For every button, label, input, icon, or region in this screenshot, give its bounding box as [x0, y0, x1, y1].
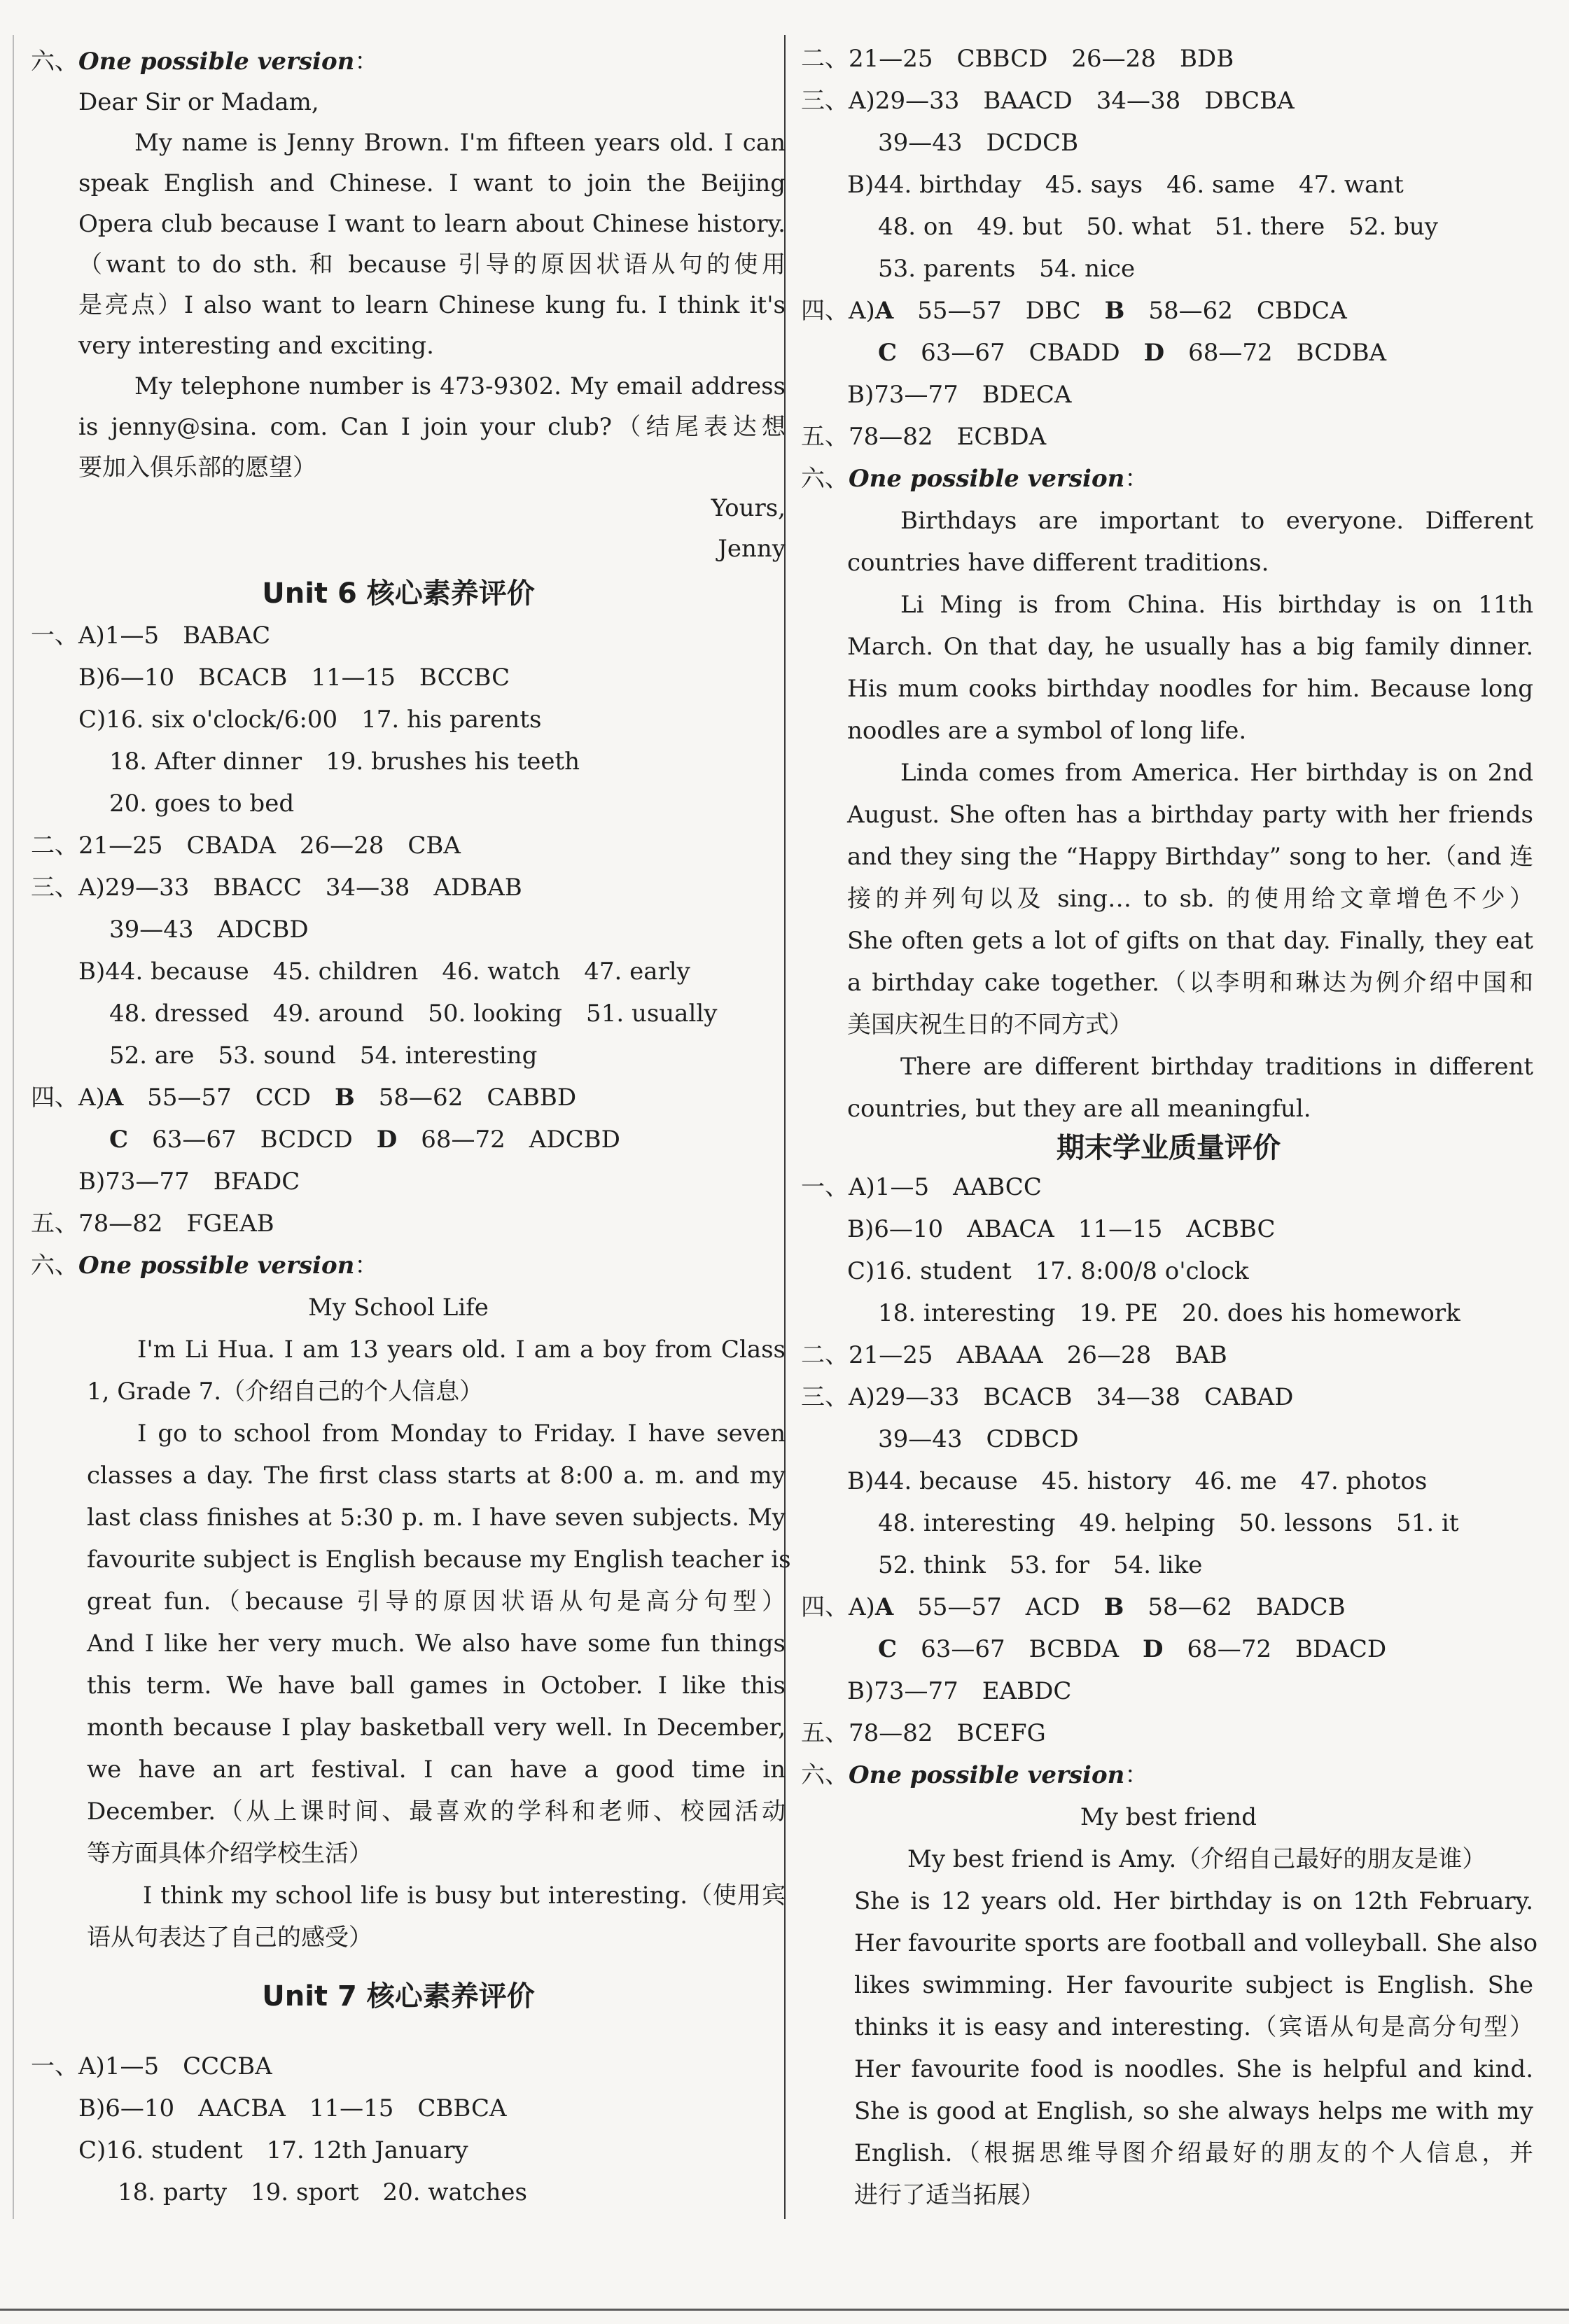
part-label: B [1103, 1593, 1124, 1621]
essay-line: Her favourite food is noodles. She is helpful and kind. [854, 2055, 1533, 2083]
line-prefix: 四、A) [801, 1593, 875, 1621]
part-label: B [335, 1084, 355, 1112]
letter-line: Opera club because I want to learn about Chinese history. [78, 210, 786, 238]
answer-text: 68—72 BCDBA [1188, 339, 1387, 367]
answer-line: 39—43 DCDCB [878, 129, 1079, 157]
essay-line: noodles are a symbol of long life. [847, 717, 1247, 745]
letter-line: speak English and Chinese. I want to join the Beijing [78, 169, 786, 197]
answer-line: 二、21—25 CBBCD 26—28 BDB [801, 45, 1234, 73]
essay-line: favourite subject is English because my English teacher is [87, 1546, 791, 1574]
essay-title: My best friend [1080, 1803, 1257, 1831]
essay-line: a birthday cake together.（以李明和琳达为例介绍中国和 [847, 969, 1533, 997]
answer-line: 48. on 49. but 50. what 51. there 52. buy [878, 213, 1438, 241]
answer-line: 一、A)1—5 AABCC [801, 1173, 1042, 1201]
essay-line: December.（从上课时间、最喜欢的学科和老师、校园活动 [87, 1798, 786, 1826]
essay-line: Birthdays are important to everyone. Different [900, 507, 1533, 535]
answer-line: B)44. because 45. history 46. me 47. photos [847, 1467, 1428, 1495]
essay-line: classes a day. The first class starts at 8:00 a. m. and my [87, 1462, 786, 1490]
essay-line: I go to school from Monday to Friday. I have seven [137, 1420, 786, 1448]
letter-line: is jenny@sina. com. Can I join your club?（结尾表达想 [78, 413, 786, 441]
answer-text: 55—57 CCD [147, 1084, 335, 1112]
answer-text: 58—62 CABBD [378, 1084, 577, 1112]
answer-line: C)16. student 17. 12th January [78, 2136, 468, 2164]
answer-line: 二、21—25 CBADA 26—28 CBA [31, 832, 461, 860]
answer-line: C)16. six o'clock/6:00 17. his parents [78, 706, 542, 734]
essay-line: we have an art festival. I can have a good time in [87, 1756, 786, 1784]
answer-line: B)73—77 BDECA [847, 381, 1072, 409]
essay-line: this term. We have ball games in October. I like this [87, 1672, 786, 1700]
essay-line: likes swimming. Her favourite subject is English. She [854, 1971, 1533, 1999]
essay-line: and they sing the “Happy Birthday” song to her.（and 连 [847, 843, 1533, 871]
section-6-heading [31, 45, 378, 78]
answer-text: 58—62 CBDCA [1148, 297, 1347, 325]
answer-text: 55—57 ACD [917, 1593, 1104, 1621]
answer-line: B)73—77 BFADC [78, 1168, 300, 1196]
answer-text: 63—67 BCDCD [152, 1126, 377, 1154]
answer-line: B)6—10 BCACB 11—15 BCCBC [78, 664, 510, 692]
part-label: B [1104, 297, 1125, 325]
essay-line: 语从句表达了自己的感受） [87, 1924, 372, 1952]
answer-line: B)73—77 EABDC [847, 1677, 1072, 1705]
section-colon: ： [354, 1252, 379, 1280]
part-label: D [1143, 339, 1165, 367]
section-6-heading [801, 1758, 1148, 1792]
answer-line: 三、A)29—33 BAACD 34—38 DBCBA [801, 87, 1295, 115]
answer-line: 五、78—82 FGEAB [31, 1210, 274, 1238]
answer-text: 63—67 BCBDA [921, 1635, 1143, 1663]
essay-line: countries have different traditions. [847, 549, 1269, 577]
answer-line: C)16. student 17. 8:00/8 o'clock [847, 1257, 1249, 1285]
essay-line: My best friend is Amy.（介绍自己最好的朋友是谁） [907, 1845, 1486, 1873]
section-label: One possible version [78, 48, 355, 76]
essay-line: Linda comes from America. Her birthday is on 2nd [900, 759, 1533, 787]
answer-line: 39—43 CDBCD [878, 1425, 1079, 1453]
essay-line: March. On that day, he usually has a big family dinner. [847, 633, 1533, 661]
essay-line: Her favourite sports are football and volleyball. She also [854, 1929, 1538, 1957]
letter-line: very interesting and exciting. [78, 332, 434, 360]
section-6-heading [801, 462, 1148, 496]
answer-line: 39—43 ADCBD [109, 916, 309, 944]
unit7-title: Unit 7 核心素养评价 [262, 1980, 535, 2012]
answer-line [801, 1590, 1346, 1624]
essay-line: She often gets a lot of gifts on that day. Finally, they eat [847, 927, 1533, 955]
answer-line: B)6—10 AACBA 11—15 CBBCA [78, 2094, 507, 2122]
essay-line: last class finishes at 5:30 p. m. I have seven subjects. My [87, 1504, 786, 1532]
answer-text: 68—72 ADCBD [421, 1126, 620, 1154]
section-label: One possible version [849, 465, 1125, 493]
left-margin-rule [13, 35, 14, 2219]
essay-line: countries, but they are all meaningful. [847, 1095, 1311, 1123]
letter-line: （want to do sth. 和 because 引导的原因状语从句的使用 [78, 251, 786, 279]
part-label: D [1143, 1635, 1164, 1663]
answer-line [878, 1632, 1386, 1666]
essay-line: English.（根据思维导图介绍最好的朋友的个人信息，并 [854, 2139, 1533, 2167]
answer-text: 58—62 BADCB [1148, 1593, 1346, 1621]
answer-line: 48. interesting 49. helping 50. lessons 51. it [878, 1509, 1459, 1537]
answer-line [109, 1123, 620, 1156]
answer-line: B)44. birthday 45. says 46. same 47. want [847, 171, 1404, 199]
answer-text: 63—67 CBADD [921, 339, 1144, 367]
answer-line: 18. party 19. sport 20. watches [118, 2178, 527, 2206]
essay-line: She is 12 years old. Her birthday is on 12th February. [854, 1887, 1533, 1915]
line-prefix: 四、A) [31, 1084, 105, 1112]
unit6-title: Unit 6 核心素养评价 [262, 578, 535, 610]
answer-line: 五、78—82 ECBDA [801, 423, 1047, 451]
section-label: One possible version [849, 1761, 1125, 1789]
section-6-heading [31, 1249, 378, 1282]
part-label: C [878, 1635, 898, 1663]
essay-line: 进行了适当拓展） [854, 2181, 1045, 2209]
answer-line: 48. dressed 49. around 50. looking 51. usually [109, 1000, 718, 1028]
essay-line: And I like her very much. We also have some fun things [87, 1630, 786, 1658]
part-label: C [878, 339, 898, 367]
answer-line: 20. goes to bed [109, 790, 295, 818]
answer-line [31, 1081, 576, 1114]
section-prefix: 六、 [31, 48, 78, 76]
letter-closing: Yours, [711, 494, 786, 522]
answer-line: 三、A)29—33 BBACC 34—38 ADBAB [31, 874, 522, 902]
bottom-rule [0, 2309, 1569, 2311]
essay-line: 1, Grade 7.（介绍自己的个人信息） [87, 1378, 484, 1406]
answer-line: 五、78—82 BCEFG [801, 1719, 1046, 1747]
part-label: D [376, 1126, 398, 1154]
letter-line: Dear Sir or Madam, [78, 88, 319, 116]
essay-line: I think my school life is busy but interesting.（使用宾 [143, 1882, 786, 1910]
answer-line: 18. interesting 19. PE 20. does his homework [878, 1299, 1460, 1327]
essay-line: I'm Li Hua. I am 13 years old. I am a boy from Class [137, 1336, 786, 1364]
answer-line: 一、A)1—5 BABAC [31, 622, 271, 650]
answer-line: 52. think 53. for 54. like [878, 1551, 1203, 1579]
essay-line: 美国庆祝生日的不同方式） [847, 1011, 1133, 1039]
essay-line: 接的并列句以及 sing… to sb. 的使用给文章增色不少） [847, 885, 1533, 913]
essay-line: thinks it is easy and interesting.（宾语从句是高分句型） [854, 2013, 1533, 2041]
answer-text: 68—72 BDACD [1187, 1635, 1387, 1663]
answer-line: 53. parents 54. nice [878, 255, 1136, 283]
answer-line: 52. are 53. sound 54. interesting [109, 1042, 538, 1070]
letter-line: 要加入俱乐部的愿望） [78, 454, 316, 482]
section-label: One possible version [78, 1252, 355, 1280]
section-colon: ： [1124, 1761, 1149, 1789]
answer-line: 二、21—25 ABAAA 26—28 BAB [801, 1341, 1227, 1369]
essay-line: August. She often has a birthday party with her friends [847, 801, 1533, 829]
section-prefix: 六、 [801, 1761, 849, 1789]
line-prefix: 四、A) [801, 297, 875, 325]
essay-line: 等方面具体介绍学校生活） [87, 1840, 372, 1868]
part-label: A [104, 1084, 124, 1112]
section-prefix: 六、 [801, 465, 849, 493]
answer-line [801, 294, 1347, 328]
answer-line: 一、A)1—5 CCCBA [31, 2052, 272, 2080]
final-exam-title: 期末学业质量评价 [1057, 1132, 1281, 1164]
section-colon: ： [354, 48, 379, 76]
essay-line: There are different birthday traditions in different [900, 1053, 1533, 1081]
answer-line: B)6—10 ABACA 11—15 ACBBC [847, 1215, 1276, 1243]
answer-line: 三、A)29—33 BCACB 34—38 CABAD [801, 1383, 1294, 1411]
letter-signature: Jenny [718, 535, 786, 563]
essay-line: Li Ming is from China. His birthday is on 11th [900, 591, 1533, 619]
part-label: A [874, 297, 894, 325]
letter-line: 是亮点）I also want to learn Chinese kung fu. I think it's [78, 291, 786, 319]
letter-line: My telephone number is 473-9302. My email address [134, 372, 786, 400]
answer-line: B)44. because 45. children 46. watch 47. early [78, 958, 690, 986]
essay-title: My School Life [308, 1294, 489, 1322]
section-colon: ： [1124, 465, 1149, 493]
answer-text: 55—57 DBC [917, 297, 1105, 325]
part-label: C [109, 1126, 129, 1154]
letter-line: My name is Jenny Brown. I'm fifteen years old. I can [134, 129, 786, 157]
section-prefix: 六、 [31, 1252, 78, 1280]
essay-line: great fun.（because 引导的原因状语从句是高分句型） [87, 1588, 786, 1616]
essay-line: She is good at English, so she always helps me with my [854, 2097, 1533, 2125]
essay-line: His mum cooks birthday noodles for him. Because long [847, 675, 1533, 703]
answer-line [878, 336, 1386, 370]
answer-line: 18. After dinner 19. brushes his teeth [109, 748, 580, 776]
part-label: A [874, 1593, 894, 1621]
essay-line: month because I play basketball very well. In December, [87, 1714, 786, 1742]
